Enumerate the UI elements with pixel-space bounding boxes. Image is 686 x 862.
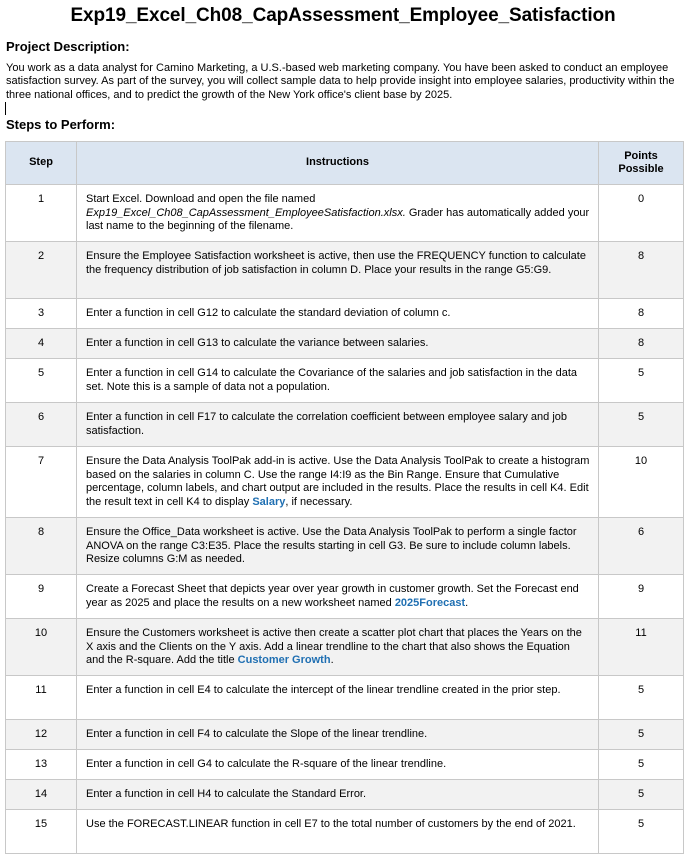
step-points: 5 — [599, 780, 684, 810]
step-number: 6 — [6, 403, 77, 447]
table-row — [6, 810, 684, 854]
step-number: 4 — [6, 329, 77, 359]
table-header-row — [6, 142, 684, 185]
step-instruction: Enter a function in cell F4 to calculate the Slope of the linear trendline. — [77, 720, 599, 750]
step-instruction: Start Excel. Download and open the file named Exp19_Excel_Ch08_CapAssessment_EmployeeSatisfaction.xlsx. Grader has automatically added your last name to the beginning of the filename. — [77, 185, 599, 242]
step-points: 5 — [599, 810, 684, 854]
step-number: 12 — [6, 720, 77, 750]
step-number: 2 — [6, 242, 77, 299]
header-step: Step — [6, 142, 77, 185]
step-points: 0 — [599, 185, 684, 242]
step-instruction: Create a Forecast Sheet that depicts year over year growth in customer growth. Set the Forecast end year as 2025 and place the results on a new worksheet named 2025Forecast. — [77, 575, 599, 619]
table-row — [6, 780, 684, 810]
header-points: Points Possible — [599, 142, 684, 185]
table-row — [6, 750, 684, 780]
step-number: 14 — [6, 780, 77, 810]
step-instruction: Ensure the Employee Satisfaction worksheet is active, then use the FREQUENCY function to calculate the frequency distribution of job satisfaction in column D. Place your results in the range G5:G9. — [77, 242, 599, 299]
table-row — [6, 185, 684, 242]
step-points: 5 — [599, 750, 684, 780]
step-instruction: Enter a function in cell G12 to calculate the standard deviation of column c. — [77, 299, 599, 329]
step-points: 8 — [599, 242, 684, 299]
table-row — [6, 242, 684, 299]
table-row — [6, 518, 684, 575]
step-number: 10 — [6, 619, 77, 676]
step-number: 5 — [6, 359, 77, 403]
table-row — [6, 359, 684, 403]
step-instruction: Ensure the Data Analysis ToolPak add-in is active. Use the Data Analysis ToolPak to create a histogram based on the salaries in column C. Use the range I4:I9 as the Bin Range. Ensure that Cumulative percentage, column labels, and chart output are included in the results. Place the results in cell K4. Edit the result text in cell K4 to display Salary, if necessary. — [77, 447, 599, 518]
step-number: 7 — [6, 447, 77, 518]
table-row — [6, 299, 684, 329]
project-description-heading: Project Description: — [6, 39, 130, 54]
step-instruction: Enter a function in cell E4 to calculate the intercept of the linear trendline created in the prior step. — [77, 676, 599, 720]
step-number: 8 — [6, 518, 77, 575]
step-points: 6 — [599, 518, 684, 575]
step-points: 5 — [599, 403, 684, 447]
step-number: 9 — [6, 575, 77, 619]
step-number: 13 — [6, 750, 77, 780]
table-row — [6, 676, 684, 720]
step-number: 15 — [6, 810, 77, 854]
step-number: 1 — [6, 185, 77, 242]
step-points: 5 — [599, 720, 684, 750]
text-cursor — [5, 102, 6, 115]
step-instruction: Enter a function in cell G13 to calculate the variance between salaries. — [77, 329, 599, 359]
step-number: 11 — [6, 676, 77, 720]
project-description-text — [6, 62, 678, 115]
highlight-term: Salary — [252, 495, 286, 508]
step-points: 9 — [599, 575, 684, 619]
step-points: 5 — [599, 676, 684, 720]
step-points: 5 — [599, 359, 684, 403]
steps-table — [5, 141, 684, 854]
highlight-term: 2025Forecast — [394, 596, 466, 609]
file-name: Exp19_Excel_Ch08_CapAssessment_EmployeeSatisfaction.xlsx. — [86, 206, 406, 219]
table-row — [6, 720, 684, 750]
step-points: 10 — [599, 447, 684, 518]
step-instruction: Ensure the Customers worksheet is active then create a scatter plot chart that places the Years on the X axis and the Clients on the Y axis. Add a linear trendline to the chart that also shows the Equation and the R-square. Add the title Customer Growth. — [77, 619, 599, 676]
table-row — [6, 329, 684, 359]
step-instruction: Use the FORECAST.LINEAR function in cell E7 to the total number of customers by the end of 2021. — [77, 810, 599, 854]
table-row — [6, 619, 684, 676]
table-row — [6, 447, 684, 518]
document-title: Exp19_Excel_Ch08_CapAssessment_Employee_Satisfaction — [70, 5, 616, 26]
step-points: 11 — [599, 619, 684, 676]
step-points: 8 — [599, 329, 684, 359]
highlight-term: Customer Growth — [237, 654, 331, 666]
steps-heading: Steps to Perform: — [6, 117, 116, 133]
step-instruction: Enter a function in cell G4 to calculate the R-square of the linear trendline. — [77, 750, 599, 780]
step-instruction: Ensure the Office_Data worksheet is active. Use the Data Analysis ToolPak to perform a single factor ANOVA on the range C3:E35. Place the results starting in cell G3. Be sure to include column labels. Resize columns G:M as needed. — [77, 518, 599, 575]
step-instruction: Enter a function in cell F17 to calculate the correlation coefficient between employee salary and job satisfaction. — [77, 403, 599, 447]
step-instruction: Enter a function in cell G14 to calculate the Covariance of the salaries and job satisfaction in the data set. Note this is a sample of data not a population. — [77, 359, 599, 403]
table-row — [6, 575, 684, 619]
header-instructions: Instructions — [77, 142, 599, 185]
table-row — [6, 403, 684, 447]
project-description-body: You work as a data analyst for Camino Marketing, a U.S.-based web marketing company. You have been asked to conduct an employee satisfaction survey. As part of the survey, you will collect sample data to help provide insight into employee salaries, productivity within the three national offices, and to predict the growth of the New York office's client base by 2025. — [6, 62, 675, 101]
step-number: 3 — [6, 299, 77, 329]
step-points: 8 — [599, 299, 684, 329]
step-instruction: Enter a function in cell H4 to calculate the Standard Error. — [77, 780, 599, 810]
